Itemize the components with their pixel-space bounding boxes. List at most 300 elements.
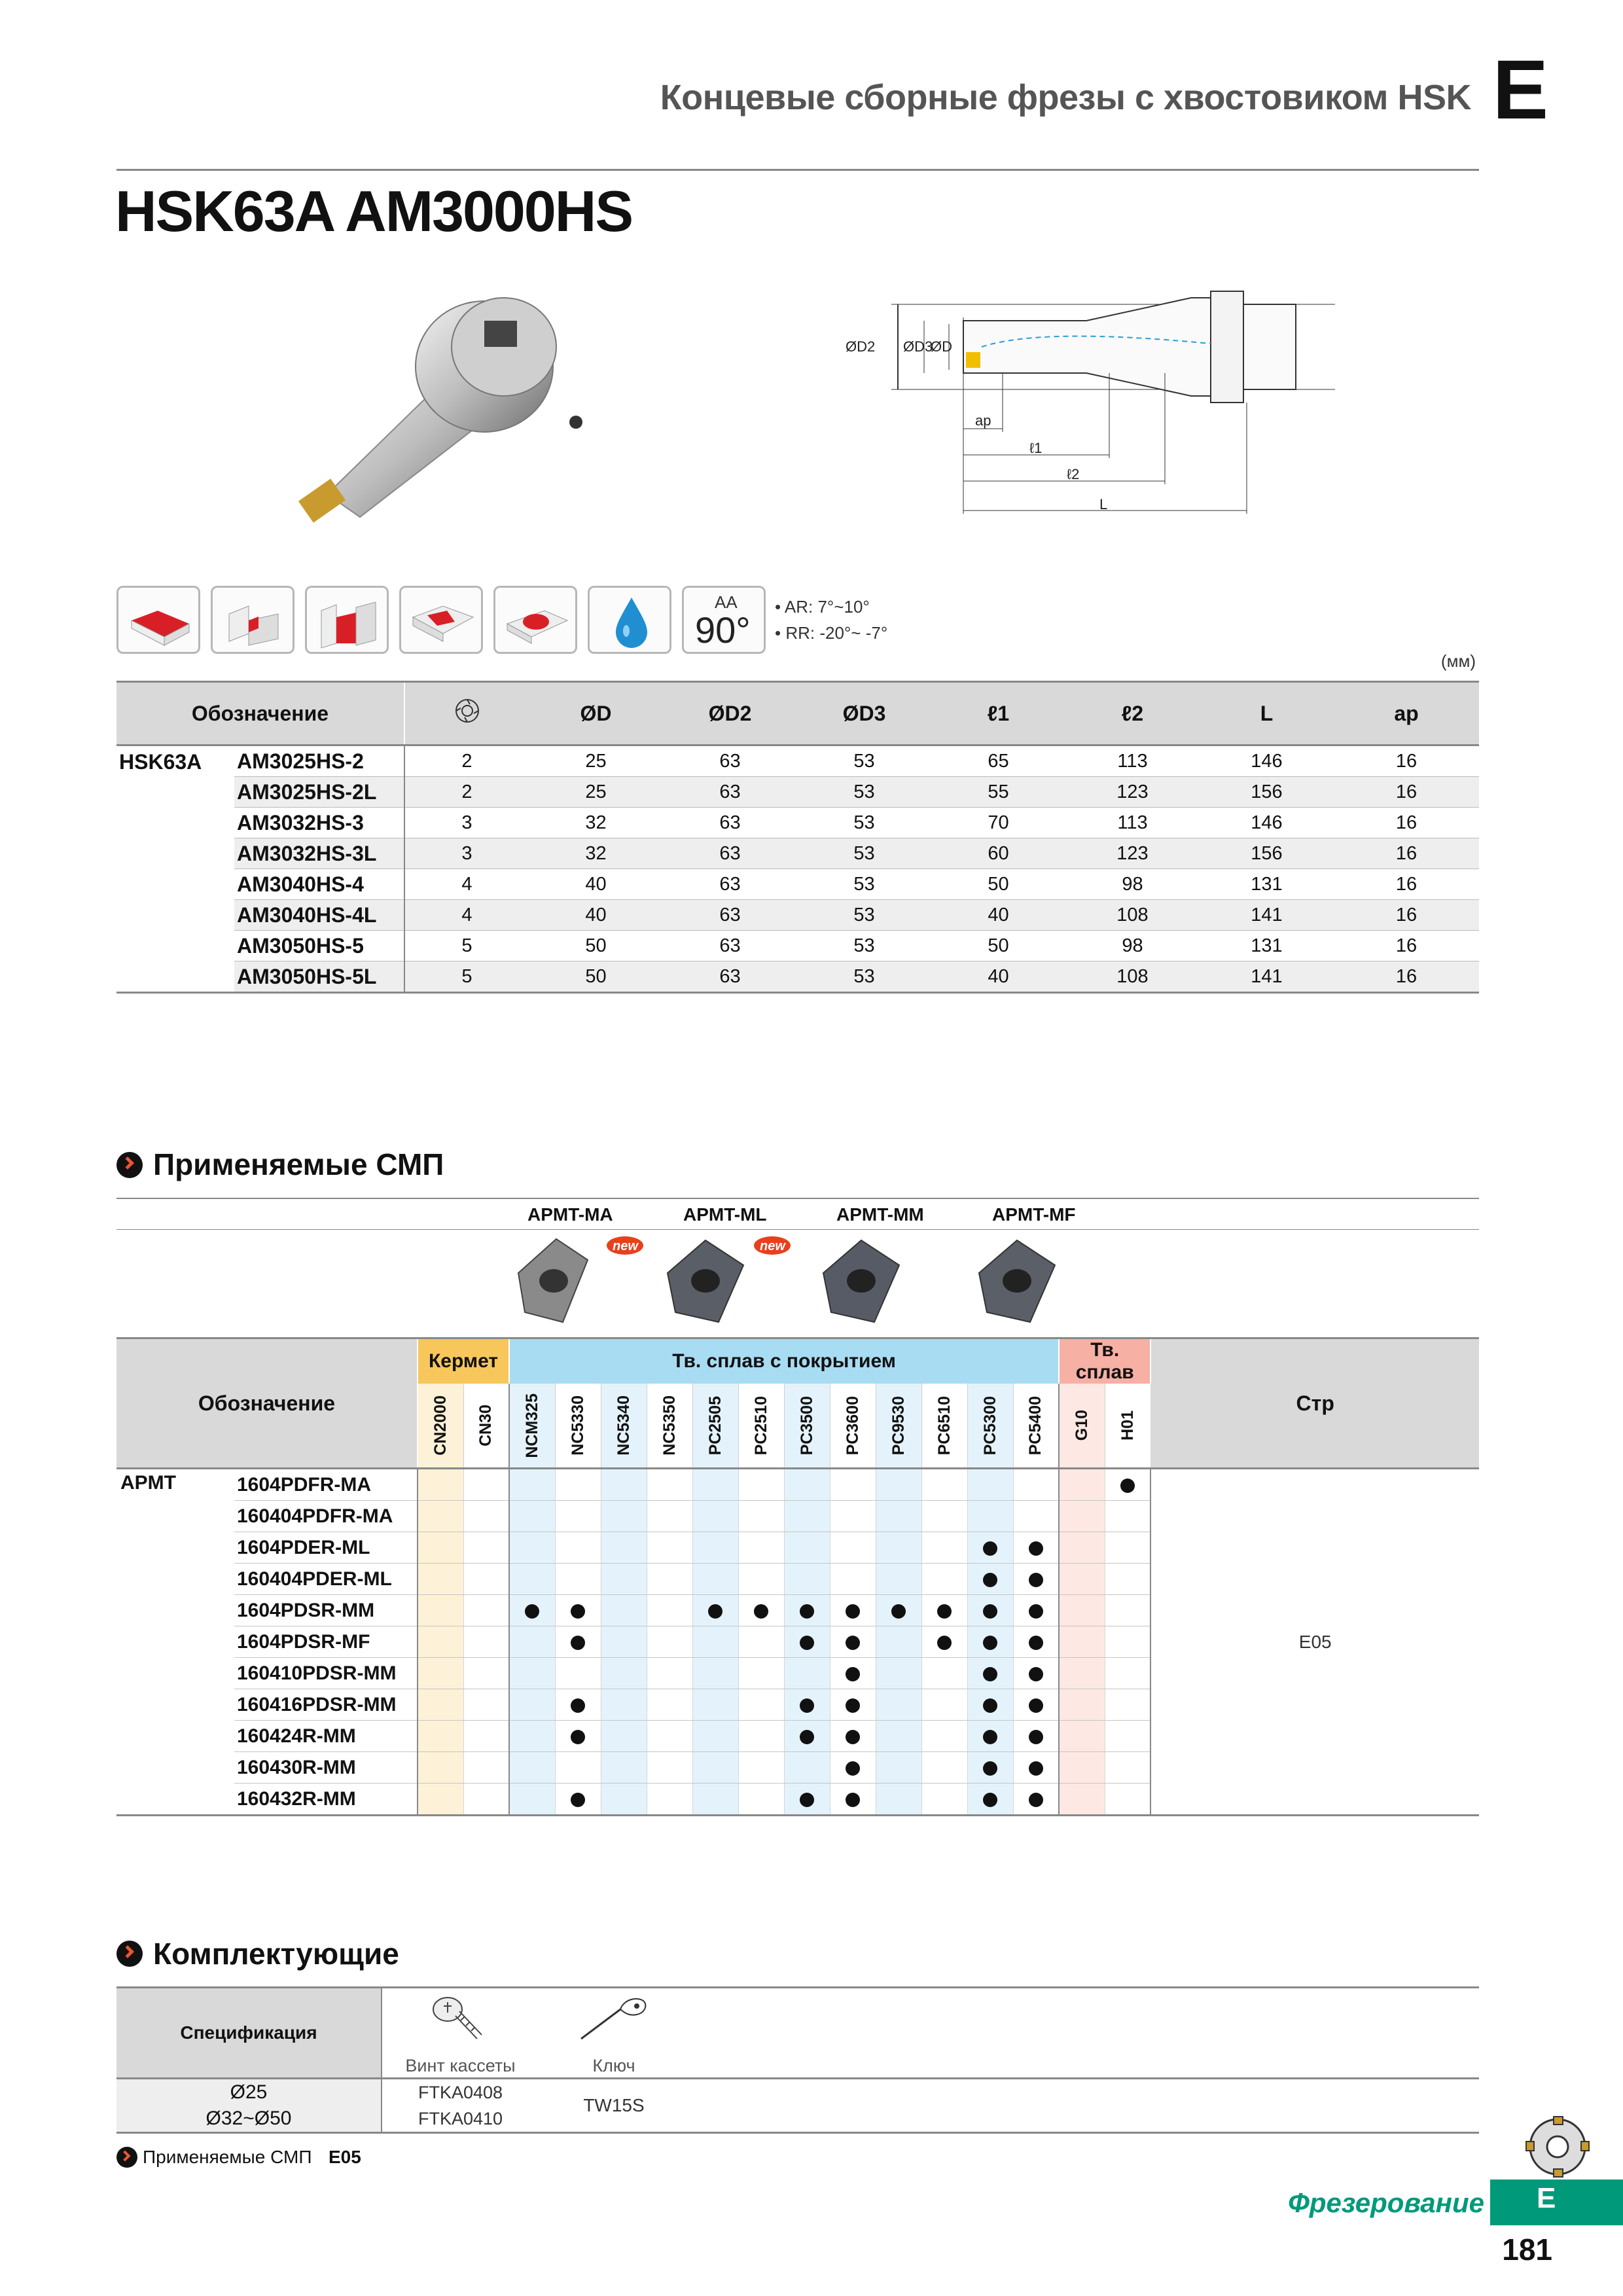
grade-cell bbox=[921, 1469, 967, 1501]
grade-cell bbox=[692, 1689, 738, 1721]
grade-cell bbox=[1059, 1658, 1105, 1689]
grade-cell bbox=[647, 1752, 692, 1784]
axial-rake: • AR: 7°~10° bbox=[775, 597, 870, 617]
grade-cell bbox=[784, 1564, 830, 1595]
availability-dot bbox=[800, 1730, 814, 1744]
grade-cell bbox=[738, 1626, 784, 1658]
grade-cell bbox=[692, 1626, 738, 1658]
grade-label: PC5300 bbox=[980, 1395, 999, 1456]
grade-header bbox=[784, 1384, 830, 1469]
lead-angle-value: 90° bbox=[695, 609, 751, 651]
value-cell: 123 bbox=[1065, 777, 1200, 808]
grade-header bbox=[418, 1384, 463, 1469]
grade-cell bbox=[921, 1501, 967, 1532]
grade-cell bbox=[830, 1752, 876, 1784]
designation-cell: AM3040HS-4 bbox=[234, 869, 404, 900]
table-row bbox=[116, 931, 1479, 961]
grade-cell bbox=[1059, 1469, 1105, 1501]
value-cell: 4 bbox=[404, 900, 529, 931]
insert-images bbox=[510, 1234, 1099, 1332]
value-cell: 70 bbox=[931, 808, 1065, 838]
grade-cell bbox=[418, 1501, 463, 1532]
grade-cell bbox=[692, 1658, 738, 1689]
grade-cell bbox=[509, 1532, 555, 1564]
key-code: TW15S bbox=[539, 2079, 689, 2133]
value-cell: 40 bbox=[931, 900, 1065, 931]
availability-dot bbox=[1029, 1541, 1043, 1556]
value-cell: 63 bbox=[663, 931, 797, 961]
col-d: ØD bbox=[529, 682, 663, 745]
grade-label: H01 bbox=[1118, 1410, 1137, 1441]
value-cell: 108 bbox=[1065, 900, 1200, 931]
value-cell: 16 bbox=[1334, 961, 1479, 993]
grade-cell bbox=[692, 1564, 738, 1595]
value-cell: 98 bbox=[1065, 869, 1200, 900]
value-cell: 63 bbox=[663, 777, 797, 808]
grade-cell bbox=[876, 1564, 921, 1595]
value-cell: 156 bbox=[1200, 777, 1334, 808]
grade-cell bbox=[647, 1626, 692, 1658]
value-cell: 16 bbox=[1334, 900, 1479, 931]
grade-label: PC3600 bbox=[843, 1395, 862, 1456]
grade-cell bbox=[509, 1595, 555, 1626]
value-cell: 156 bbox=[1200, 838, 1334, 869]
parts-table bbox=[116, 1986, 1479, 2134]
grade-cell bbox=[830, 1564, 876, 1595]
grade-cell bbox=[967, 1501, 1013, 1532]
value-cell: 5 bbox=[404, 931, 529, 961]
grade-cell bbox=[876, 1626, 921, 1658]
table-row bbox=[116, 900, 1479, 931]
table-row bbox=[116, 808, 1479, 838]
grade-cell bbox=[784, 1721, 830, 1752]
col-screw: Винт кассеты bbox=[382, 2054, 539, 2079]
insert-image-mm bbox=[823, 1240, 899, 1322]
section-parts-title: Комплектующие bbox=[153, 1937, 399, 1971]
grade-cell bbox=[463, 1658, 509, 1689]
grade-header bbox=[738, 1384, 784, 1469]
grade-cell bbox=[876, 1784, 921, 1816]
availability-dot bbox=[800, 1636, 814, 1650]
availability-dot bbox=[571, 1698, 585, 1713]
availability-dot bbox=[1029, 1636, 1043, 1650]
grade-cell bbox=[738, 1752, 784, 1784]
grade-cell bbox=[555, 1469, 601, 1501]
grade-cell bbox=[830, 1721, 876, 1752]
grade-cell bbox=[418, 1658, 463, 1689]
grade-cell bbox=[921, 1658, 967, 1689]
grade-cell bbox=[463, 1689, 509, 1721]
grade-cell bbox=[1013, 1564, 1059, 1595]
grade-cell bbox=[784, 1784, 830, 1816]
insert-image-ml bbox=[668, 1236, 791, 1322]
radial-rake: • RR: -20°~ -7° bbox=[775, 623, 888, 643]
grade-cell bbox=[876, 1721, 921, 1752]
grade-header bbox=[601, 1384, 647, 1469]
availability-dot bbox=[937, 1636, 952, 1650]
designation-cell: AM3050HS-5 bbox=[234, 931, 404, 961]
insert-label-mm: APMT-MM bbox=[836, 1204, 924, 1225]
value-cell: 53 bbox=[797, 961, 931, 993]
value-cell: 53 bbox=[797, 869, 931, 900]
availability-dot bbox=[525, 1604, 539, 1619]
grade-cell bbox=[876, 1469, 921, 1501]
value-cell: 141 bbox=[1200, 900, 1334, 931]
grade-cell bbox=[1105, 1721, 1150, 1752]
value-cell: 98 bbox=[1065, 931, 1200, 961]
grade-cell bbox=[555, 1564, 601, 1595]
col-page: Стр bbox=[1150, 1338, 1479, 1469]
grade-cell bbox=[601, 1626, 647, 1658]
grade-cell bbox=[463, 1784, 509, 1816]
grade-label: NC5340 bbox=[614, 1395, 633, 1456]
group-coated: Тв. сплав с покрытием bbox=[509, 1338, 1059, 1384]
grade-cell bbox=[601, 1689, 647, 1721]
value-cell: 53 bbox=[797, 931, 931, 961]
table-row bbox=[116, 745, 1479, 777]
grade-cell bbox=[921, 1626, 967, 1658]
availability-dot bbox=[1029, 1698, 1043, 1713]
value-cell: 53 bbox=[797, 900, 931, 931]
value-cell: 2 bbox=[404, 777, 529, 808]
grade-cell bbox=[1105, 1595, 1150, 1626]
pocket-milling-icon bbox=[305, 586, 389, 654]
designation-cell: 1604PDFR-MA bbox=[234, 1469, 418, 1501]
value-cell: 32 bbox=[529, 808, 663, 838]
col-ap: ap bbox=[1334, 682, 1479, 745]
designation-cell: 1604PDSR-MF bbox=[234, 1626, 418, 1658]
designation-cell: AM3032HS-3 bbox=[234, 808, 404, 838]
grade-header bbox=[692, 1384, 738, 1469]
value-cell: 63 bbox=[663, 808, 797, 838]
grade-cell bbox=[647, 1658, 692, 1689]
grade-cell bbox=[967, 1532, 1013, 1564]
ref-note-text[interactable]: Применяемые СМП bbox=[143, 2147, 312, 2167]
availability-dot bbox=[846, 1730, 860, 1744]
grade-header bbox=[876, 1384, 921, 1469]
grade-cell bbox=[418, 1469, 463, 1501]
grade-cell bbox=[967, 1469, 1013, 1501]
ramping-icon bbox=[399, 586, 483, 654]
designation-cell: 1604PDER-ML bbox=[234, 1532, 418, 1564]
availability-dot bbox=[846, 1698, 860, 1713]
grade-cell bbox=[967, 1784, 1013, 1816]
grade-cell bbox=[784, 1689, 830, 1721]
grade-cell bbox=[692, 1595, 738, 1626]
value-cell: 40 bbox=[529, 900, 663, 931]
grade-cell bbox=[1013, 1595, 1059, 1626]
designation-cell: AM3040HS-4L bbox=[234, 900, 404, 931]
grade-cell bbox=[463, 1564, 509, 1595]
grade-cell bbox=[601, 1752, 647, 1784]
availability-dot bbox=[571, 1636, 585, 1650]
grade-cell bbox=[1059, 1595, 1105, 1626]
grade-cell bbox=[463, 1626, 509, 1658]
milling-cutter-icon bbox=[1518, 2113, 1597, 2178]
designation-cell: AM3025HS-2L bbox=[234, 777, 404, 808]
grade-header bbox=[1013, 1384, 1059, 1469]
col-d3: ØD3 bbox=[797, 682, 931, 745]
group-uncoated: Тв. сплав bbox=[1059, 1338, 1150, 1384]
grade-cell bbox=[692, 1532, 738, 1564]
table-row bbox=[116, 961, 1479, 993]
face-milling-icon bbox=[493, 586, 577, 654]
grade-label: NCM325 bbox=[522, 1393, 541, 1458]
group-label: HSK63A bbox=[116, 745, 234, 993]
availability-dot bbox=[983, 1793, 997, 1807]
grade-cell bbox=[555, 1752, 601, 1784]
grade-cell bbox=[418, 1784, 463, 1816]
spec-row: Ø32~Ø50 bbox=[116, 2106, 382, 2133]
grade-cell bbox=[1105, 1469, 1150, 1501]
grade-label: NC5350 bbox=[660, 1395, 679, 1456]
value-cell: 16 bbox=[1334, 869, 1479, 900]
grade-cell bbox=[967, 1626, 1013, 1658]
svg-text:ØD: ØD bbox=[931, 338, 952, 355]
grade-cell bbox=[555, 1784, 601, 1816]
grade-cell bbox=[647, 1595, 692, 1626]
grade-label: CN30 bbox=[476, 1405, 495, 1446]
section-arrow-icon bbox=[116, 1941, 143, 1967]
grade-cell bbox=[463, 1501, 509, 1532]
grade-label: PC2510 bbox=[751, 1395, 770, 1456]
grade-cell bbox=[601, 1532, 647, 1564]
ref-note-page[interactable]: E05 bbox=[329, 2147, 361, 2167]
value-cell: 63 bbox=[663, 838, 797, 869]
spec-row: Ø25 bbox=[116, 2079, 382, 2106]
grade-cell bbox=[1059, 1689, 1105, 1721]
availability-dot bbox=[983, 1698, 997, 1713]
grade-cell bbox=[738, 1689, 784, 1721]
value-cell: 146 bbox=[1200, 745, 1334, 777]
grade-cell bbox=[1059, 1564, 1105, 1595]
availability-dot bbox=[846, 1636, 860, 1650]
availability-dot bbox=[983, 1730, 997, 1744]
grade-cell bbox=[921, 1752, 967, 1784]
value-cell: 63 bbox=[663, 961, 797, 993]
value-cell: 53 bbox=[797, 808, 931, 838]
grade-cell bbox=[876, 1501, 921, 1532]
grade-cell bbox=[921, 1689, 967, 1721]
value-cell: 63 bbox=[663, 900, 797, 931]
value-cell: 60 bbox=[931, 838, 1065, 869]
grade-cell bbox=[418, 1626, 463, 1658]
value-cell: 16 bbox=[1334, 777, 1479, 808]
value-cell: 50 bbox=[529, 961, 663, 993]
page-ref[interactable]: E05 bbox=[1150, 1469, 1479, 1816]
availability-dot bbox=[571, 1604, 585, 1619]
grade-cell bbox=[509, 1689, 555, 1721]
grade-cell bbox=[418, 1595, 463, 1626]
col-designation: Обозначение bbox=[116, 682, 404, 745]
grade-cell bbox=[1105, 1689, 1150, 1721]
page-number: 181 bbox=[1502, 2233, 1552, 2267]
value-cell: 16 bbox=[1334, 745, 1479, 777]
designation-cell: 1604PDSR-MM bbox=[234, 1595, 418, 1626]
grade-cell bbox=[509, 1626, 555, 1658]
availability-dot bbox=[1120, 1479, 1135, 1493]
grade-label: PC9530 bbox=[889, 1395, 908, 1456]
value-cell: 123 bbox=[1065, 838, 1200, 869]
grade-cell bbox=[1013, 1752, 1059, 1784]
grade-cell bbox=[601, 1469, 647, 1501]
availability-dot bbox=[1029, 1761, 1043, 1776]
designation-cell: 160432R-MM bbox=[234, 1784, 418, 1816]
grade-label: PC6510 bbox=[935, 1395, 954, 1456]
value-cell: 25 bbox=[529, 745, 663, 777]
value-cell: 50 bbox=[931, 869, 1065, 900]
grade-cell bbox=[509, 1784, 555, 1816]
availability-dot bbox=[1029, 1667, 1043, 1681]
value-cell: 146 bbox=[1200, 808, 1334, 838]
col-l1: ℓ1 bbox=[931, 682, 1065, 745]
grade-cell bbox=[967, 1689, 1013, 1721]
grade-cell bbox=[1013, 1721, 1059, 1752]
value-cell: 2 bbox=[404, 745, 529, 777]
grade-cell bbox=[830, 1689, 876, 1721]
grade-cell bbox=[1105, 1784, 1150, 1816]
availability-dot bbox=[571, 1730, 585, 1744]
availability-dot bbox=[983, 1761, 997, 1776]
grade-cell bbox=[418, 1752, 463, 1784]
grade-cell bbox=[601, 1721, 647, 1752]
availability-dot bbox=[708, 1604, 722, 1619]
insert-label-mf: APMT-MF bbox=[992, 1204, 1076, 1225]
grade-cell bbox=[463, 1469, 509, 1501]
insert-grades-table bbox=[116, 1337, 1479, 1816]
grade-cell bbox=[1013, 1784, 1059, 1816]
grade-cell bbox=[692, 1469, 738, 1501]
insert-label-ml: APMT-ML bbox=[683, 1204, 767, 1225]
grade-cell bbox=[692, 1721, 738, 1752]
designation-cell: 160416PDSR-MM bbox=[234, 1689, 418, 1721]
grade-cell bbox=[509, 1752, 555, 1784]
col-designation: Обозначение bbox=[116, 1338, 418, 1469]
grade-cell bbox=[876, 1689, 921, 1721]
availability-dot bbox=[983, 1636, 997, 1650]
grade-cell bbox=[876, 1752, 921, 1784]
grade-cell bbox=[418, 1532, 463, 1564]
screw-code: FTKA0410 bbox=[382, 2106, 539, 2133]
grade-cell bbox=[555, 1689, 601, 1721]
availability-dot bbox=[800, 1604, 814, 1619]
grade-cell bbox=[876, 1658, 921, 1689]
grade-cell bbox=[601, 1595, 647, 1626]
designation-cell: AM3032HS-3L bbox=[234, 838, 404, 869]
units-label: (мм) bbox=[1440, 651, 1476, 671]
value-cell: 3 bbox=[404, 808, 529, 838]
grade-cell bbox=[1013, 1469, 1059, 1501]
grade-cell bbox=[921, 1595, 967, 1626]
grade-cell bbox=[921, 1784, 967, 1816]
grade-cell bbox=[1059, 1501, 1105, 1532]
designation-cell: 160424R-MM bbox=[234, 1721, 418, 1752]
header-divider bbox=[116, 169, 1479, 171]
grade-header bbox=[967, 1384, 1013, 1469]
product-photo bbox=[288, 275, 654, 537]
grade-cell bbox=[601, 1501, 647, 1532]
grade-cell bbox=[647, 1532, 692, 1564]
grade-cell bbox=[830, 1658, 876, 1689]
availability-dot bbox=[1029, 1730, 1043, 1744]
grade-cell bbox=[784, 1469, 830, 1501]
designation-cell: 160410PDSR-MM bbox=[234, 1658, 418, 1689]
grade-cell bbox=[830, 1469, 876, 1501]
grade-cell bbox=[555, 1595, 601, 1626]
key-image bbox=[539, 1988, 689, 2054]
grade-cell bbox=[1013, 1626, 1059, 1658]
grade-cell bbox=[463, 1595, 509, 1626]
grade-label: PC2505 bbox=[705, 1395, 724, 1456]
designation-cell: AM3050HS-5L bbox=[234, 961, 404, 993]
availability-dot bbox=[937, 1604, 952, 1619]
grade-cell bbox=[555, 1501, 601, 1532]
ref-arrow-icon bbox=[116, 2147, 137, 2168]
table-row bbox=[116, 869, 1479, 900]
dimension-drawing bbox=[812, 275, 1335, 537]
grade-cell bbox=[647, 1784, 692, 1816]
value-cell: 131 bbox=[1200, 931, 1334, 961]
value-cell: 3 bbox=[404, 838, 529, 869]
value-cell: 55 bbox=[931, 777, 1065, 808]
grade-cell bbox=[647, 1501, 692, 1532]
designation-cell: 160404PDER-ML bbox=[234, 1564, 418, 1595]
screw-image bbox=[382, 1988, 539, 2054]
grade-label: PC3500 bbox=[797, 1395, 816, 1456]
grade-cell bbox=[509, 1564, 555, 1595]
slotting-icon bbox=[116, 586, 200, 654]
grade-cell bbox=[1013, 1658, 1059, 1689]
grade-cell bbox=[463, 1752, 509, 1784]
availability-dot bbox=[754, 1604, 768, 1619]
col-d2: ØD2 bbox=[663, 682, 797, 745]
grade-cell bbox=[738, 1595, 784, 1626]
grade-cell bbox=[1105, 1532, 1150, 1564]
table-row bbox=[116, 1469, 1479, 1501]
grade-label: G10 bbox=[1072, 1410, 1091, 1441]
screw-icon bbox=[428, 1993, 493, 2045]
grade-cell bbox=[555, 1532, 601, 1564]
grade-cell bbox=[876, 1595, 921, 1626]
grade-label: CN2000 bbox=[431, 1395, 450, 1456]
grade-cell bbox=[921, 1532, 967, 1564]
grade-cell bbox=[967, 1595, 1013, 1626]
grade-cell bbox=[921, 1564, 967, 1595]
grade-cell bbox=[784, 1532, 830, 1564]
group-cermet: Кермет bbox=[418, 1338, 509, 1384]
grade-header bbox=[509, 1384, 555, 1469]
grade-cell bbox=[418, 1689, 463, 1721]
availability-dot bbox=[1029, 1573, 1043, 1587]
grade-cell bbox=[1105, 1501, 1150, 1532]
grade-cell bbox=[1059, 1721, 1105, 1752]
grade-cell bbox=[509, 1658, 555, 1689]
designation-cell: AM3025HS-2 bbox=[234, 745, 404, 777]
availability-dot bbox=[846, 1604, 860, 1619]
availability-dot bbox=[983, 1604, 997, 1619]
grade-cell bbox=[967, 1721, 1013, 1752]
new-badge: new bbox=[613, 1239, 638, 1253]
grade-cell bbox=[509, 1721, 555, 1752]
col-l: L bbox=[1200, 682, 1334, 745]
grade-cell bbox=[692, 1784, 738, 1816]
table-row bbox=[116, 777, 1479, 808]
value-cell: 25 bbox=[529, 777, 663, 808]
grade-header bbox=[555, 1384, 601, 1469]
footer-category: Фрезерование bbox=[1288, 2187, 1484, 2218]
availability-dot bbox=[891, 1604, 906, 1619]
grade-cell bbox=[738, 1721, 784, 1752]
